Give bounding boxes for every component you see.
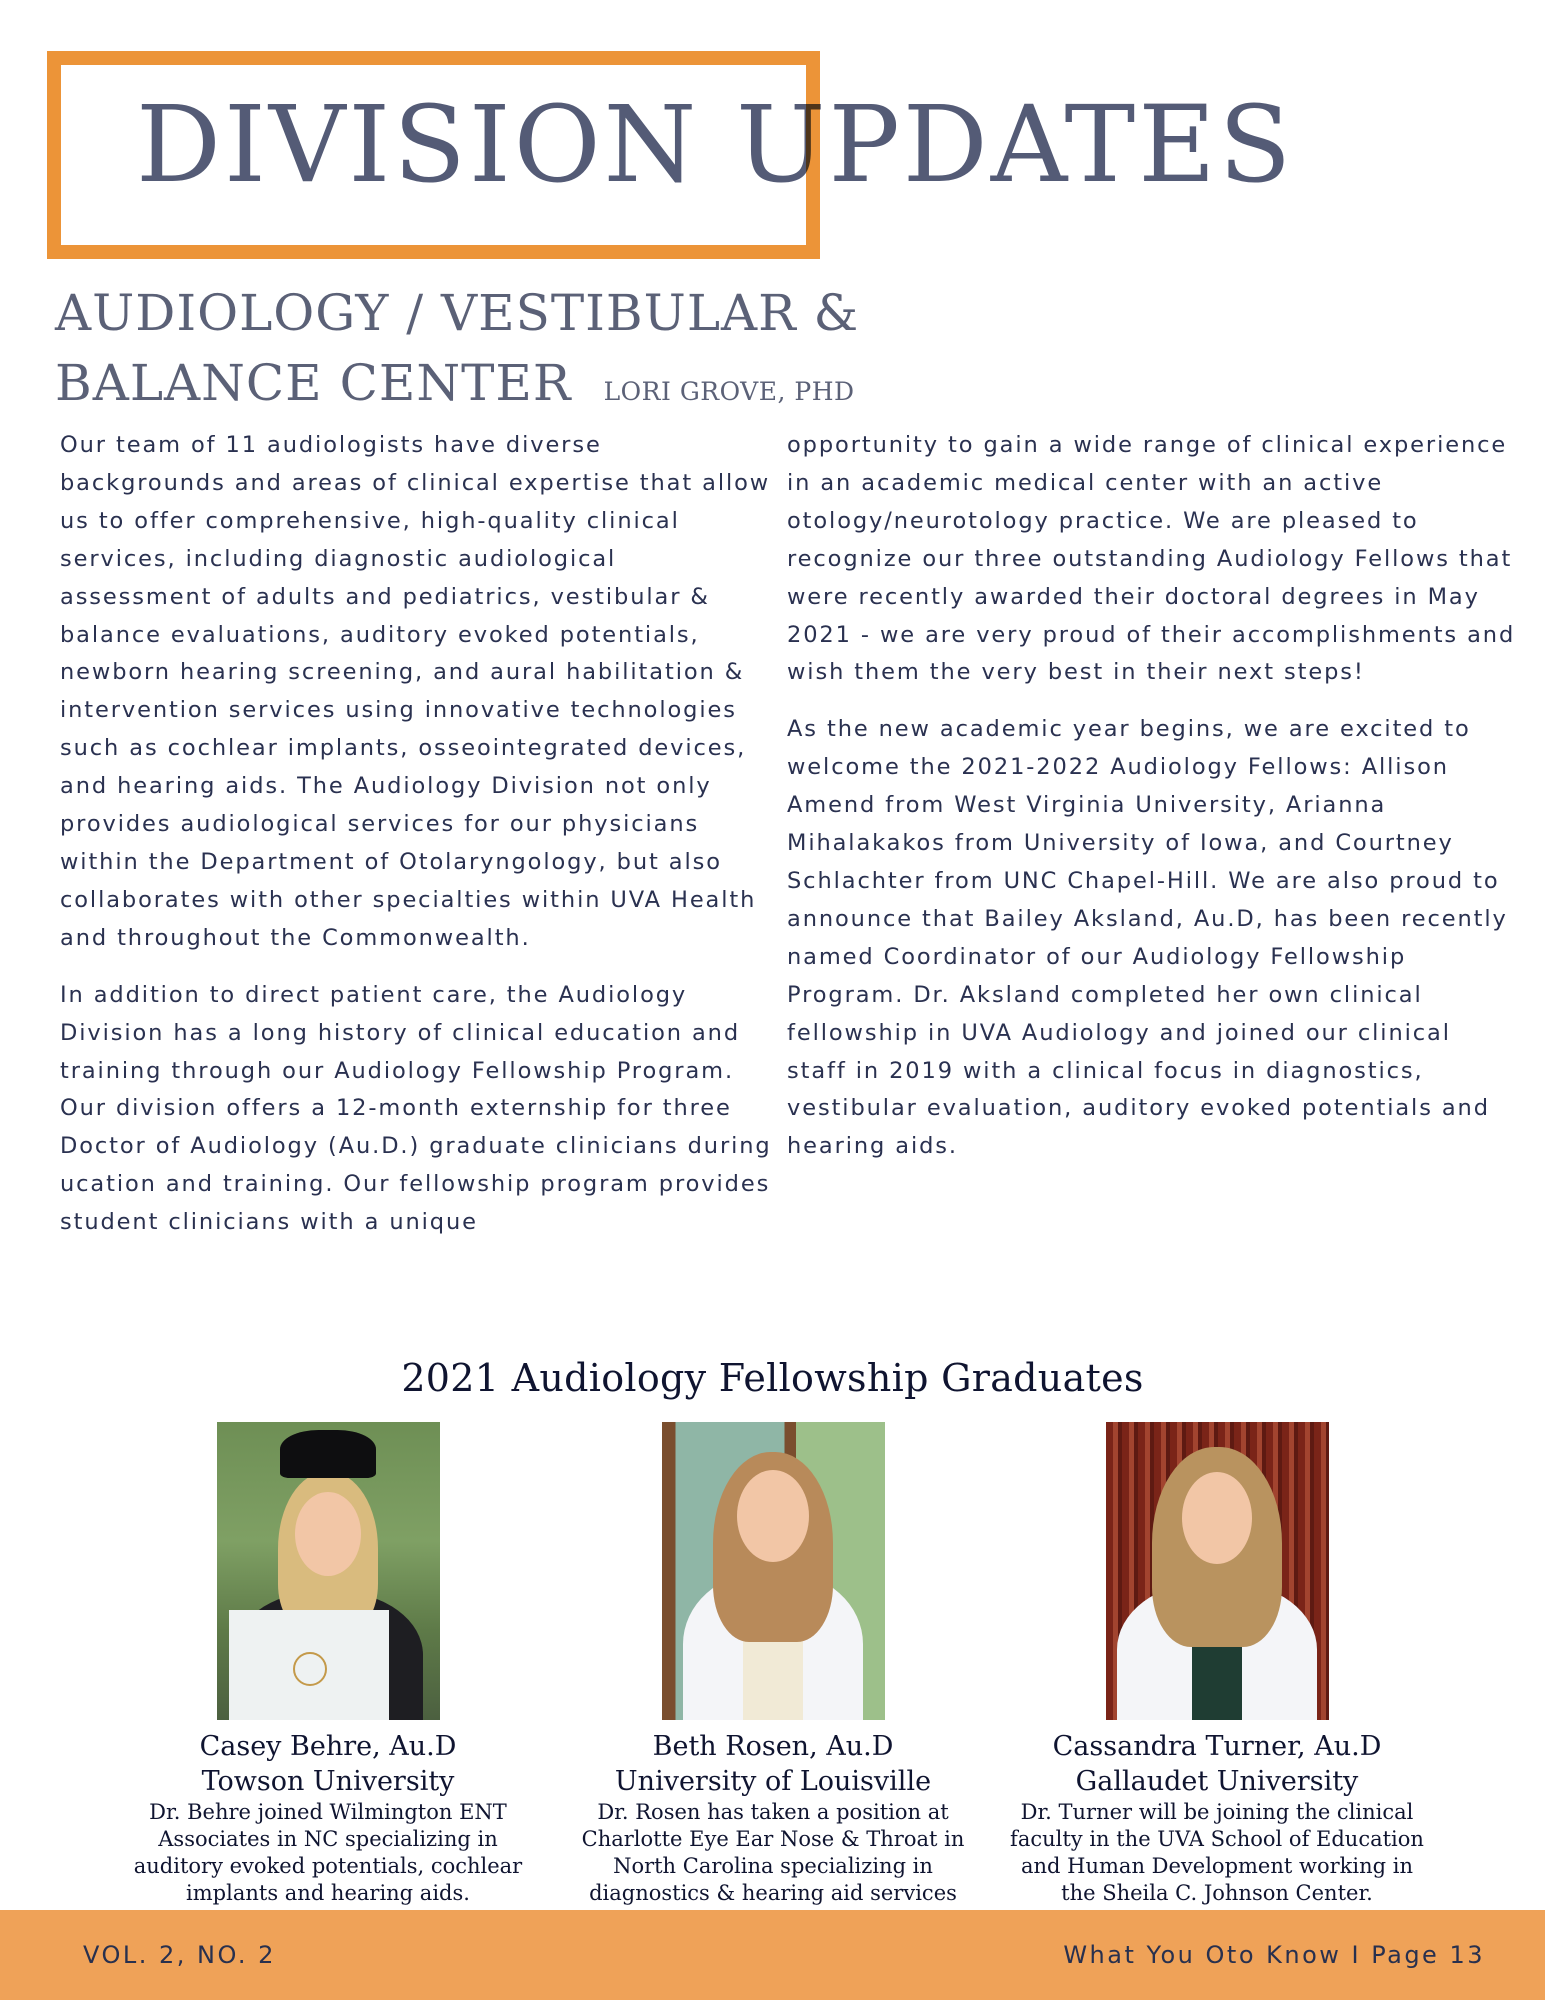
body-paragraph: opportunity to gain a wide range of clinical experience in an academic medical center with an active otology/neurotology practice. We are pleased to recognize our three outstanding Audiology Fellows that were recently awarded their doctoral degrees in May 2021 - we are very proud of their accomplishments and wish them the very best in their next steps!	[787, 432, 1516, 686]
graduation-cap-icon	[280, 1430, 376, 1478]
graduate-photo	[1106, 1422, 1329, 1720]
graduate-description: Dr. Rosen has taken a position at Charlotte Eye Ear Nose & Throat in North Carolina specializing in diagnostics & hearing aid services	[581, 1800, 965, 1905]
graduate-photo	[217, 1422, 440, 1720]
volume-label: VOL. 2, NO. 2	[83, 1941, 276, 1969]
face-shape	[1182, 1472, 1252, 1564]
section-heading-line2: BALANCE CENTER	[55, 354, 572, 412]
graduate-name: Casey Behre, Au.D	[199, 1731, 457, 1762]
graduate-school: Gallaudet University	[1075, 1766, 1359, 1797]
graduate-name: Cassandra Turner, Au.D	[1052, 1731, 1382, 1762]
graduate-card	[108, 1422, 548, 1907]
body-paragraph: In addition to direct patient care, the Audiology Division has a long history of clinical education and training through our Audiology Fellowship Program. Our division offers a 12-month externship for three Doctor of Audiology (Au.D.) graduate clinicians during ucation and training. Our fellowship program provides student clinicians with a unique	[60, 981, 772, 1236]
graduate-name: Beth Rosen, Au.D	[652, 1731, 894, 1762]
body-column-left	[60, 427, 772, 1261]
page-footer	[0, 1910, 1545, 2000]
section-heading-line1: AUDIOLOGY / VESTIBULAR &	[55, 284, 860, 342]
graduate-description: Dr. Behre joined Wilmington ENT Associates in NC specializing in auditory evoked potentials, cochlear implants and hearing aids.	[133, 1800, 523, 1905]
face-shape	[737, 1470, 809, 1562]
face-shape	[295, 1492, 361, 1576]
diploma-shape	[229, 1610, 389, 1720]
author-byline: LORI GROVE, PHD	[603, 377, 855, 406]
body-paragraph: As the new academic year begins, we are excited to welcome the 2021-2022 Audiology Fellows: Allison Amend from West Virginia University, Arianna Mihalakakos from University of Iowa, and Courtney Schlachter from UNC Chapel-Hill. We are also proud to announce that Bailey Aksland, Au.D, has been recently named Coordinator of our Audiology Fellowship Program. Dr. Aksland completed her own clinical fellowship in UVA Audiology and joined our clinical staff in 2019 with a clinical focus in diagnostics, vestibular evaluation, auditory evoked potentials and hearing aids.	[787, 716, 1508, 1160]
graduate-card	[997, 1422, 1437, 1907]
page-title: DIVISION UPDATES	[136, 83, 1295, 206]
section-heading	[55, 278, 859, 427]
graduate-school: Towson University	[201, 1766, 455, 1797]
graduate-school: University of Louisville	[614, 1766, 932, 1797]
seal-icon	[293, 1652, 327, 1686]
graduate-description: Dr. Turner will be joining the clinical faculty in the UVA School of Education and Human Development working in the Sheila C. Johnson Center.	[1010, 1800, 1424, 1905]
body-column-right	[787, 427, 1517, 1185]
graduate-card	[553, 1422, 993, 1907]
page-number-label: What You Oto Know I Page 13	[1063, 1941, 1485, 1969]
graduate-photo	[662, 1422, 885, 1720]
body-paragraph: Our team of 11 audiologists have diverse backgrounds and areas of clinical expertise that allow us to offer comprehensive, high-quality clinical services, including diagnostic audiological assessment of adults and pediatrics, vestibular & balance evaluations, auditory evoked potentials, newborn hearing screening, and aural habilitation & intervention services using innovative technologies such as cochlear implants, osseointegrated devices, and hearing aids. The Audiology Division not only provides audiological services for our physicians within the Department of Otolaryngology, but also collaborates with other specialties within UVA Health and throughout the Commonwealth.	[60, 432, 771, 951]
graduates-heading: 2021 Audiology Fellowship Graduates	[401, 1356, 1144, 1400]
